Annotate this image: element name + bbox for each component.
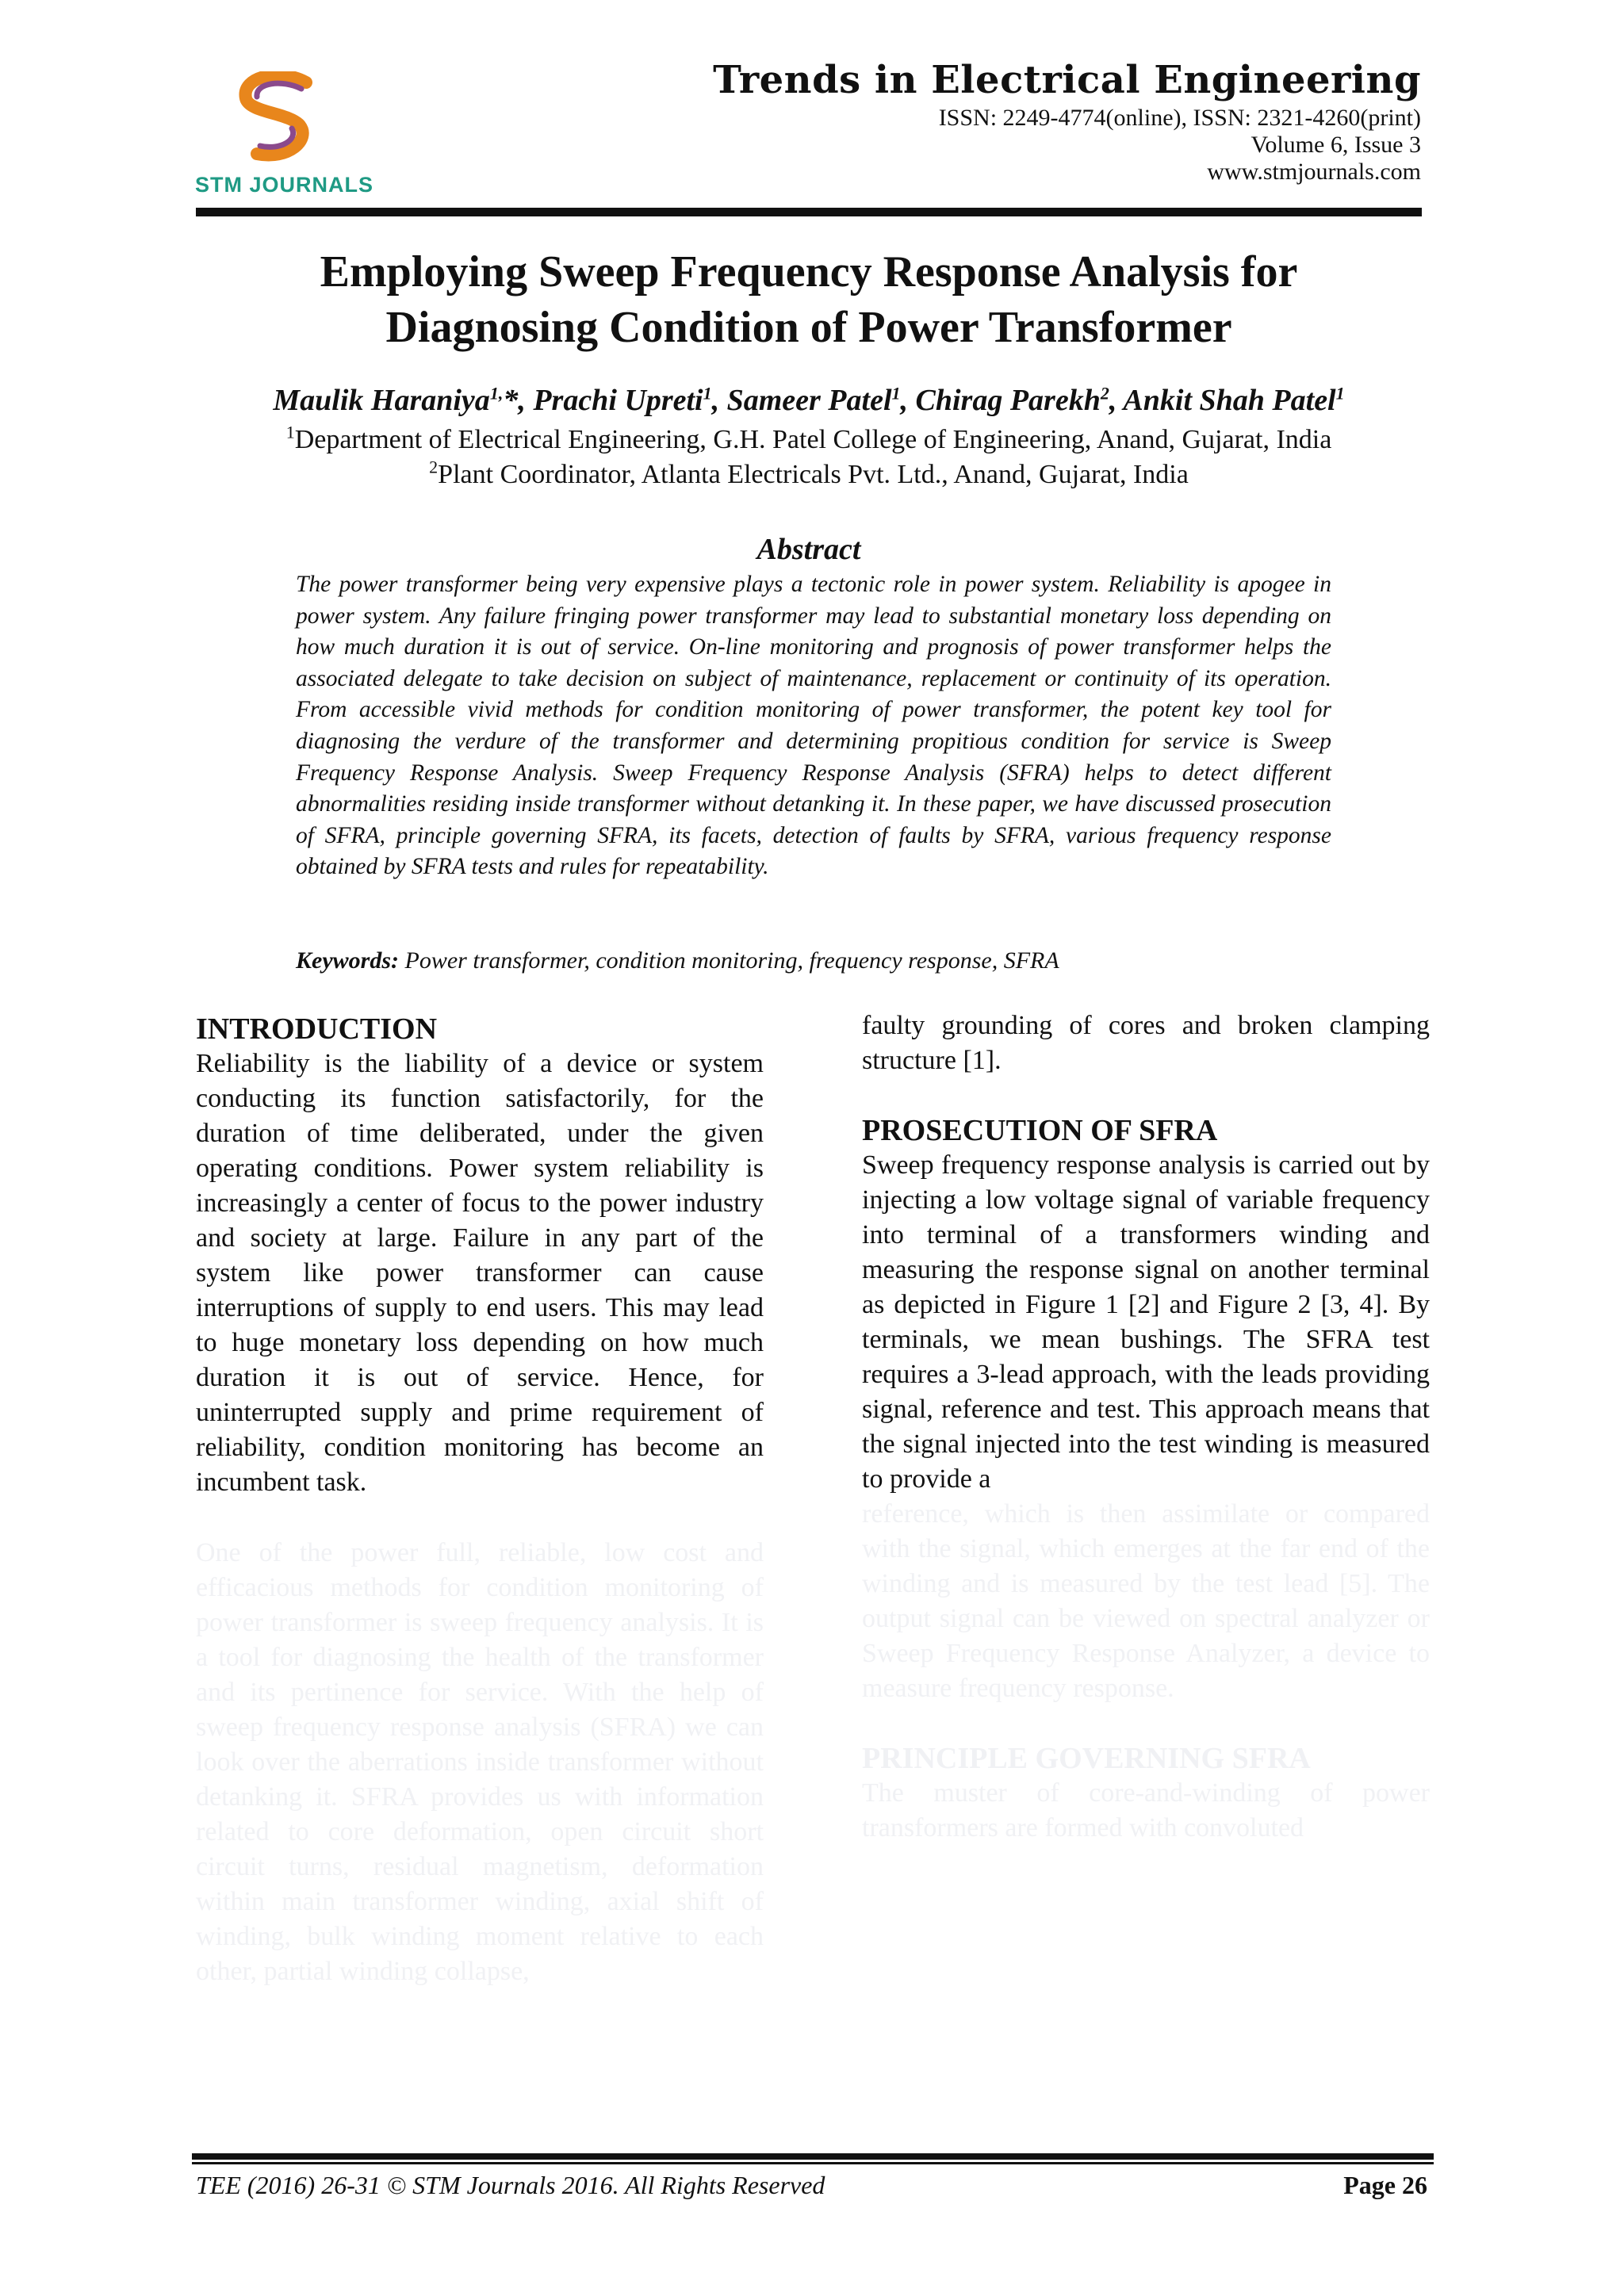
author-affiliation-mark: 2 [1100, 383, 1109, 404]
section-heading-prosecution: PROSECUTION OF SFRA [862, 1114, 1218, 1147]
affiliation-mark: 1 [285, 422, 295, 442]
affiliation-1 [190, 423, 1427, 457]
author-affiliation-mark: 1, [489, 383, 504, 404]
introduction-continuation: faulty grounding of cores and broken clamping structure [1]. [862, 1011, 1430, 1075]
keywords-list: Power transformer, condition monitoring, frequency response, SFRA [404, 947, 1059, 974]
volume-issue: Volume 6, Issue 3 [1251, 132, 1421, 158]
logo-s-icon [233, 71, 320, 166]
affiliation-mark: 2 [429, 457, 439, 477]
introduction-paragraph-2: One of the power full, reliable, low cost and efficacious methods for condition monitoring of power transformer is sweep frequency analysis. It is a tool for diagnosing the health of the transformer and its pertinence for service. With the help of sweep frequency response analysis (SFRA) we can look over the aberrations inside transformer without detanking it. SFRA provides us with information related to core deformation, open circuit short circuit turns, residual magnetism, deformation within main transformer winding, axial shift of winding, bulk winding moment relative to each other, partial winding collapse, [196, 1538, 764, 1986]
author-name: Prachi Upreti [533, 384, 703, 417]
paper-title [190, 244, 1427, 355]
affiliation-text: Plant Coordinator, Atlanta Electricals Pvt. Ltd., Anand, Gujarat, India [438, 460, 1189, 489]
footer-rule-thin [192, 2162, 1434, 2164]
author-name: Chirag Parekh [915, 384, 1101, 417]
author-name: Sameer Patel [726, 384, 892, 417]
title-line-2: Diagnosing Condition of Power Transformer [385, 303, 1232, 352]
title-line-1: Employing Sweep Frequency Response Analysis for [320, 247, 1298, 297]
author-affiliation-mark: 1 [891, 383, 901, 404]
author-name: Maulik Haraniya [273, 384, 490, 417]
page-number: Page 26 [1343, 2171, 1427, 2199]
left-column [196, 1012, 764, 1989]
author-separator: , [711, 384, 727, 417]
section-heading-introduction: INTRODUCTION [196, 1012, 438, 1046]
footer-rule [192, 2153, 1434, 2160]
journal-website: www.stmjournals.com [1207, 159, 1421, 185]
keywords [296, 945, 1331, 977]
journal-logo [193, 71, 384, 206]
principle-paragraph-1: The muster of core-and-winding of power transformers are formed with convoluted [862, 1778, 1430, 1843]
author-name: Ankit Shah Patel [1123, 384, 1336, 417]
prosecution-paragraph-1: Sweep frequency response analysis is carried out by injecting a low voltage signal of variable frequency into terminal of a transformers winding and measuring the response signal on another terminal as depicted in Figure 1 [2] and Figure 2 [3, 4]. By terminals, we mean bushings. The SFRA test requires a 3-lead approach, with the leads providing signal, reference and test. This approach means that the signal injected into the test winding is measured to provide a [862, 1150, 1430, 1494]
journal-name: Trends in Electrical Engineering [713, 58, 1421, 102]
footer-citation: TEE (2016) 26-31 © STM Journals 2016. All Rights Reserved [196, 2171, 825, 2199]
author-separator: *, [503, 384, 534, 417]
affiliation-text: Department of Electrical Engineering, G.H. Patel College of Engineering, Anand, Gujarat, India [294, 425, 1332, 454]
journal-info [628, 55, 1421, 186]
keywords-label: Keywords: [296, 947, 399, 974]
issn: ISSN: 2249-4774(online), ISSN: 2321-4260(print) [938, 105, 1421, 131]
header-rule [196, 208, 1422, 216]
logo-text: STM JOURNALS [195, 173, 374, 197]
abstract-heading: Abstract [756, 533, 861, 566]
author-list [190, 382, 1427, 419]
abstract-text: The power transformer being very expensive plays a tectonic role in power system. Reliability is apogee in power system. Any failure fringing power transformer may lead to substantial monetary loss depending on how much duration it is out of service. On-line monitoring and prognosis of power transformer helps the associated delegate to take decision on subject of maintenance, replacement or continuity of its operation. From accessible vivid methods for condition monitoring of power transformer, the potent key tool for diagnosing the verdure of the transformer and determining propitious condition for service is Sweep Frequency Response Analysis. Sweep Frequency Response Analysis (SFRA) helps to detect different abnormalities residing inside transformer without detanking it. In these paper, we have discussed prosecution of SFRA, principle governing SFRA, its facets, detection of faults by SFRA, various frequency response obtained by SFRA tests and rules for repeatability. [296, 572, 1331, 880]
affiliation-2 [190, 458, 1427, 492]
right-column [862, 1008, 1430, 1846]
author-affiliation-mark: 1 [703, 383, 712, 404]
prosecution-paragraph-2: reference, which is then assimilate or compared with the signal, which emerges at the far end of the winding and is measured by the test lead [5]. The output signal can be viewed on spectral analyzer or Sweep Frequency Response Analyzer, a device to measure frequency response. [862, 1499, 1430, 1703]
author-affiliation-mark: 1 [1335, 383, 1345, 404]
author-separator: , [1109, 384, 1124, 417]
introduction-paragraph-1: Reliability is the liability of a device or system conducting its function satisfactorily, for the duration of time deliberated, under the given operating conditions. Power system reliability is increasingly a center of focus to the power industry and society at large. Failure in any part of the system like power transformer can cause interruptions of supply to end users. This may lead to huge monetary loss depending on how much duration it is out of service. Hence, for uninterrupted supply and prime requirement of reliability, condition monitoring has become an incumbent task. [196, 1049, 764, 1497]
author-separator: , [900, 384, 916, 417]
section-heading-principle: PRINCIPLE GOVERNING SFRA [862, 1742, 1311, 1775]
